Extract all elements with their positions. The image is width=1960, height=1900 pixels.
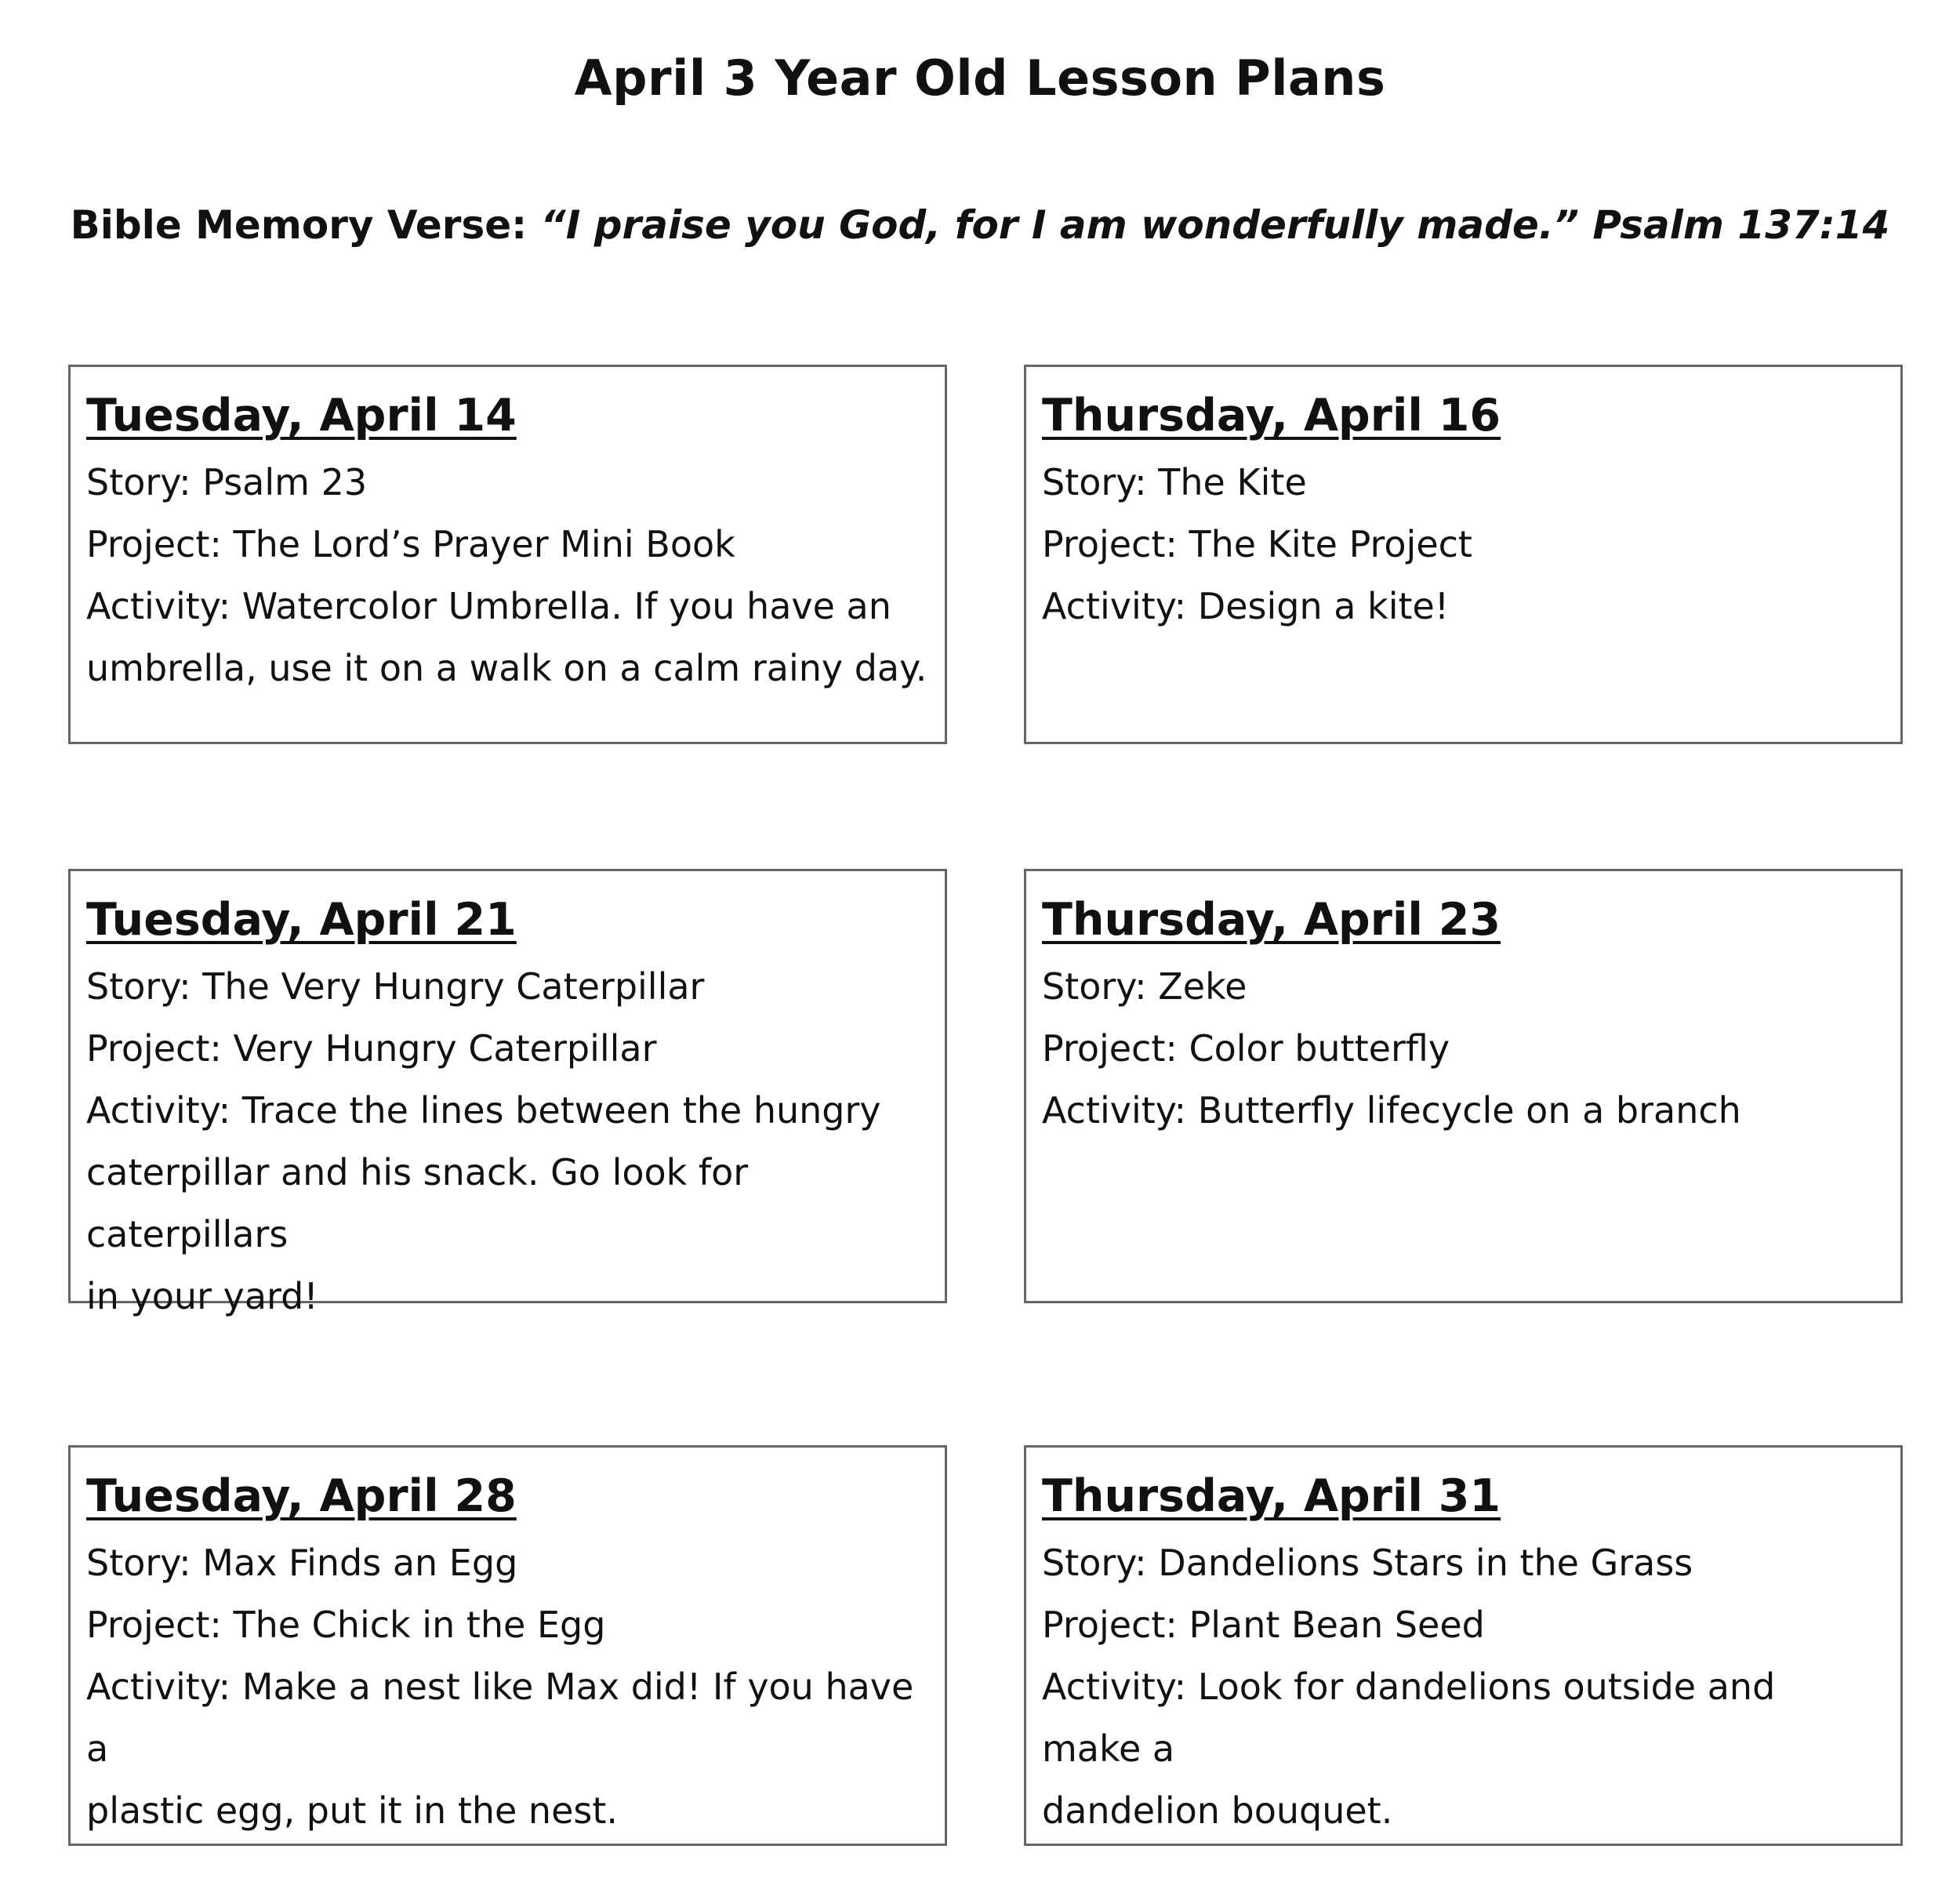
lesson-project: Project: The Kite Project	[1042, 523, 1472, 565]
lesson-story: Story: Zeke	[1042, 965, 1247, 1008]
lesson-activity-continued: umbrella, use it on a walk on a calm rainy day.	[86, 647, 927, 689]
page-title: April 3 Year Old Lesson Plans	[574, 49, 1386, 107]
lesson-project: Project: Plant Bean Seed	[1042, 1604, 1485, 1646]
lesson-card-tuesday-april-14	[68, 365, 947, 744]
lesson-activity-continued: plastic egg, put it in the nest.	[86, 1789, 619, 1832]
lesson-date: Tuesday, April 21	[86, 894, 517, 946]
lesson-activity: Activity: Look for dandelions outside and make a	[1042, 1666, 1776, 1770]
lesson-project: Project: Color butterfly	[1042, 1027, 1450, 1070]
memory-verse-text: “I praise you God, for I am wonderfully made.” Psalm 137:14	[540, 202, 1890, 248]
lesson-date: Thursday, April 23	[1042, 894, 1501, 946]
lesson-card-thursday-april-31	[1024, 1445, 1903, 1846]
lesson-project: Project: Very Hungry Caterpillar	[86, 1027, 657, 1070]
lesson-activity: Activity: Trace the lines between the hungry	[86, 1089, 881, 1132]
lesson-date: Thursday, April 31	[1042, 1470, 1501, 1522]
lesson-card-thursday-april-23	[1024, 869, 1903, 1303]
lesson-activity: Activity: Design a kite!	[1042, 585, 1450, 627]
memory-verse-label: Bible Memory Verse:	[70, 202, 528, 248]
lesson-story: Story: Max Finds an Egg	[86, 1542, 518, 1584]
lesson-activity: Activity: Watercolor Umbrella. If you have an	[86, 585, 891, 627]
lesson-activity-continued: in your yard!	[86, 1275, 318, 1317]
lesson-story: Story: Dandelions Stars in the Grass	[1042, 1542, 1693, 1584]
lesson-card-thursday-april-16	[1024, 365, 1903, 744]
lesson-card-tuesday-april-21	[68, 869, 947, 1317]
lesson-project: Project: The Lord’s Prayer Mini Book	[86, 523, 735, 565]
lesson-date: Tuesday, April 14	[86, 390, 517, 441]
lesson-story: Story: The Kite	[1042, 461, 1307, 503]
lesson-date: Thursday, April 16	[1042, 390, 1501, 441]
lesson-story: Story: Psalm 23	[86, 461, 368, 503]
lesson-activity: Activity: Butterfly lifecycle on a branch	[1042, 1089, 1741, 1132]
lesson-activity-continued: caterpillar and his snack. Go look for caterpillars	[86, 1151, 749, 1255]
lesson-activity: Activity: Make a nest like Max did! If you have a	[86, 1666, 914, 1770]
memory-verse	[0, 198, 1960, 252]
lesson-date: Tuesday, April 28	[86, 1470, 517, 1522]
lesson-project: Project: The Chick in the Egg	[86, 1604, 606, 1646]
lesson-activity-continued: dandelion bouquet.	[1042, 1789, 1393, 1832]
lesson-card-tuesday-april-28	[68, 1445, 947, 1846]
lesson-story: Story: The Very Hungry Caterpillar	[86, 965, 705, 1008]
